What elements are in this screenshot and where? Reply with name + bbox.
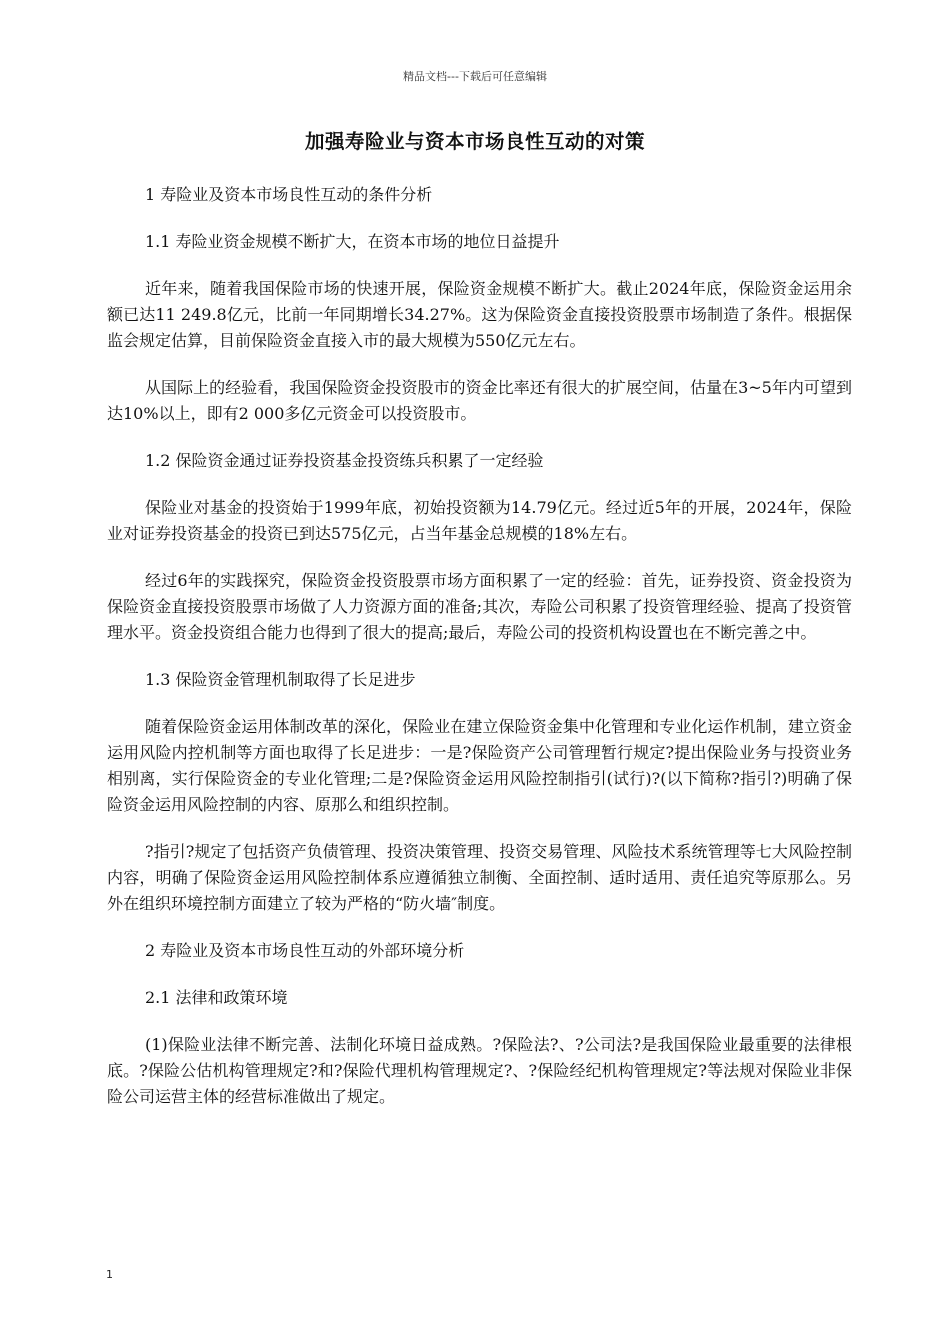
page-number: 1 [106,1268,113,1281]
paragraph: 从国际上的经验看，我国保险资金投资股市的资金比率还有很大的扩展空间，估量在3~5年内可望到达10%以上，即有2 000多亿元资金可以投资股市。 [107,378,852,423]
paragraph: 随着保险资金运用体制改革的深化，保险业在建立保险资金集中化管理和专业化运作机制，建立资金运用风险内控机制等方面也取得了长足进步：一是?保险资产公司管理暂行规定?提出保险业务与投资业务相别离，实行保险资金的专业化管理;二是?保险资金运用风险控制指引(试行)?(以下简称?指引?)明确了保险资金运用风险控制的内容、原那么和组织控制。 [107,717,852,814]
subsection-heading-1-2: 1.2 保险资金通过证券投资基金投资练兵积累了一定经验 [145,451,544,470]
subsection-heading-1-3: 1.3 保险资金管理机制取得了长足进步 [145,670,416,689]
document-header-note: 精品文档---下载后可任意编辑 [403,70,547,83]
subsection-heading-1-1: 1.1 寿险业资金规模不断扩大，在资本市场的地位日益提升 [145,232,560,251]
paragraph: ?指引?规定了包括资产负债管理、投资决策管理、投资交易管理、风险技术系统管理等七大风险控制内容，明确了保险资金运用风险控制体系应遵循独立制衡、全面控制、适时适用、责任追究等原那么。另外在组织环境控制方面建立了较为严格的“防火墙″制度。 [107,842,852,913]
document-body [107,182,852,1131]
subsection-heading-2-1: 2.1 法律和政策环境 [145,988,288,1007]
paragraph: 近年来，随着我国保险市场的快速开展，保险资金规模不断扩大。截止2024年底，保险资金运用余额已达11 249.8亿元，比前一年同期增长34.27%。这为保险资金直接投资股票市场制造了条件。根据保监会规定估算，目前保险资金直接入市的最大规模为550亿元左右。 [107,279,852,350]
paragraph: (1)保险业法律不断完善、法制化环境日益成熟。?保险法?、?公司法?是我国保险业最重要的法律根底。?保险公估机构管理规定?和?保险代理机构管理规定?、?保险经纪机构管理规定?等法规对保险业非保险公司运营主体的经营标准做出了规定。 [107,1035,852,1106]
section-heading-2: 2 寿险业及资本市场良性互动的外部环境分析 [145,941,465,960]
paragraph: 保险业对基金的投资始于1999年底，初始投资额为14.79亿元。经过近5年的开展，2024年，保险业对证券投资基金的投资已到达575亿元，占当年基金总规模的18%左右。 [107,498,852,543]
section-heading-1: 1 寿险业及资本市场良性互动的条件分析 [145,185,433,204]
paragraph: 经过6年的实践探究，保险资金投资股票市场方面积累了一定的经验：首先，证券投资、资金投资为保险资金直接投资股票市场做了人力资源方面的准备;其次，寿险公司积累了投资管理经验、提高了投资管理水平。资金投资组合能力也得到了很大的提高;最后，寿险公司的投资机构设置也在不断完善之中。 [107,571,852,642]
document-title: 加强寿险业与资本市场良性互动的对策 [304,130,645,153]
